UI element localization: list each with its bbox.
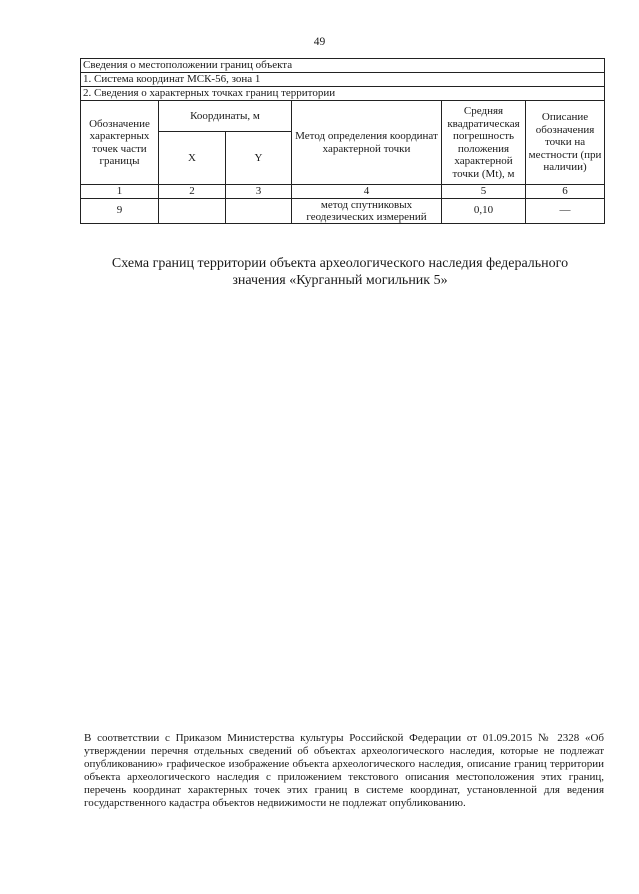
cell-point: 9 (81, 198, 159, 223)
column-number: 6 (526, 185, 605, 199)
cell-y (226, 198, 292, 223)
schema-title-line-2: значения «Курганный могильник 5» (232, 273, 448, 288)
cell-description: — (526, 198, 605, 223)
boundary-points-table (80, 58, 605, 224)
table-row (81, 198, 605, 223)
column-number: 5 (442, 185, 526, 199)
header-description: Описание обозначения точки на местности (при наличии) (526, 101, 605, 185)
header-error: Средняя квадратическая погрешность положения характерной точки (Mt), м (442, 101, 526, 185)
table-section-title: Сведения о местоположении границ объекта (81, 59, 605, 73)
column-number: 3 (226, 185, 292, 199)
cell-x (159, 198, 226, 223)
schema-title-line-1: Схема границ территории объекта археологического наследия федерального (111, 256, 569, 271)
cell-error: 0,10 (442, 198, 526, 223)
header-coordinates: Координаты, м (159, 101, 292, 132)
boundary-points-row: 2. Сведения о характерных точках границ территории (81, 87, 605, 101)
header-designation: Обозначение характерных точек части границы (81, 101, 159, 185)
page-number: 49 (313, 36, 326, 48)
column-number: 1 (81, 185, 159, 199)
publication-notice: В соответствии с Приказом Министерства культуры Российской Федерации от 01.09.2015 № 2328 «Об утверждении перечня отдельных сведений об объектах археологического наследия, которые не подлежат опубликованию» графическое изображение объекта археологического наследия, описание границ территории объекта археологического наследия с приложением текстового описания местоположения этих границ, перечень координат характерных точек этих границ в системе координат, установленной для ведения государственного кадастра объектов недвижимости не подлежат опубликованию. (84, 732, 604, 809)
header-x: X (159, 132, 226, 185)
schema-title (60, 255, 620, 289)
header-method: Метод определения координат характерной точки (292, 101, 442, 185)
header-y: Y (226, 132, 292, 185)
column-number: 4 (292, 185, 442, 199)
coordinate-system-row: 1. Система координат МСК-56, зона 1 (81, 73, 605, 87)
column-number: 2 (159, 185, 226, 199)
cell-method: метод спутниковых геодезических измерений (292, 198, 442, 223)
